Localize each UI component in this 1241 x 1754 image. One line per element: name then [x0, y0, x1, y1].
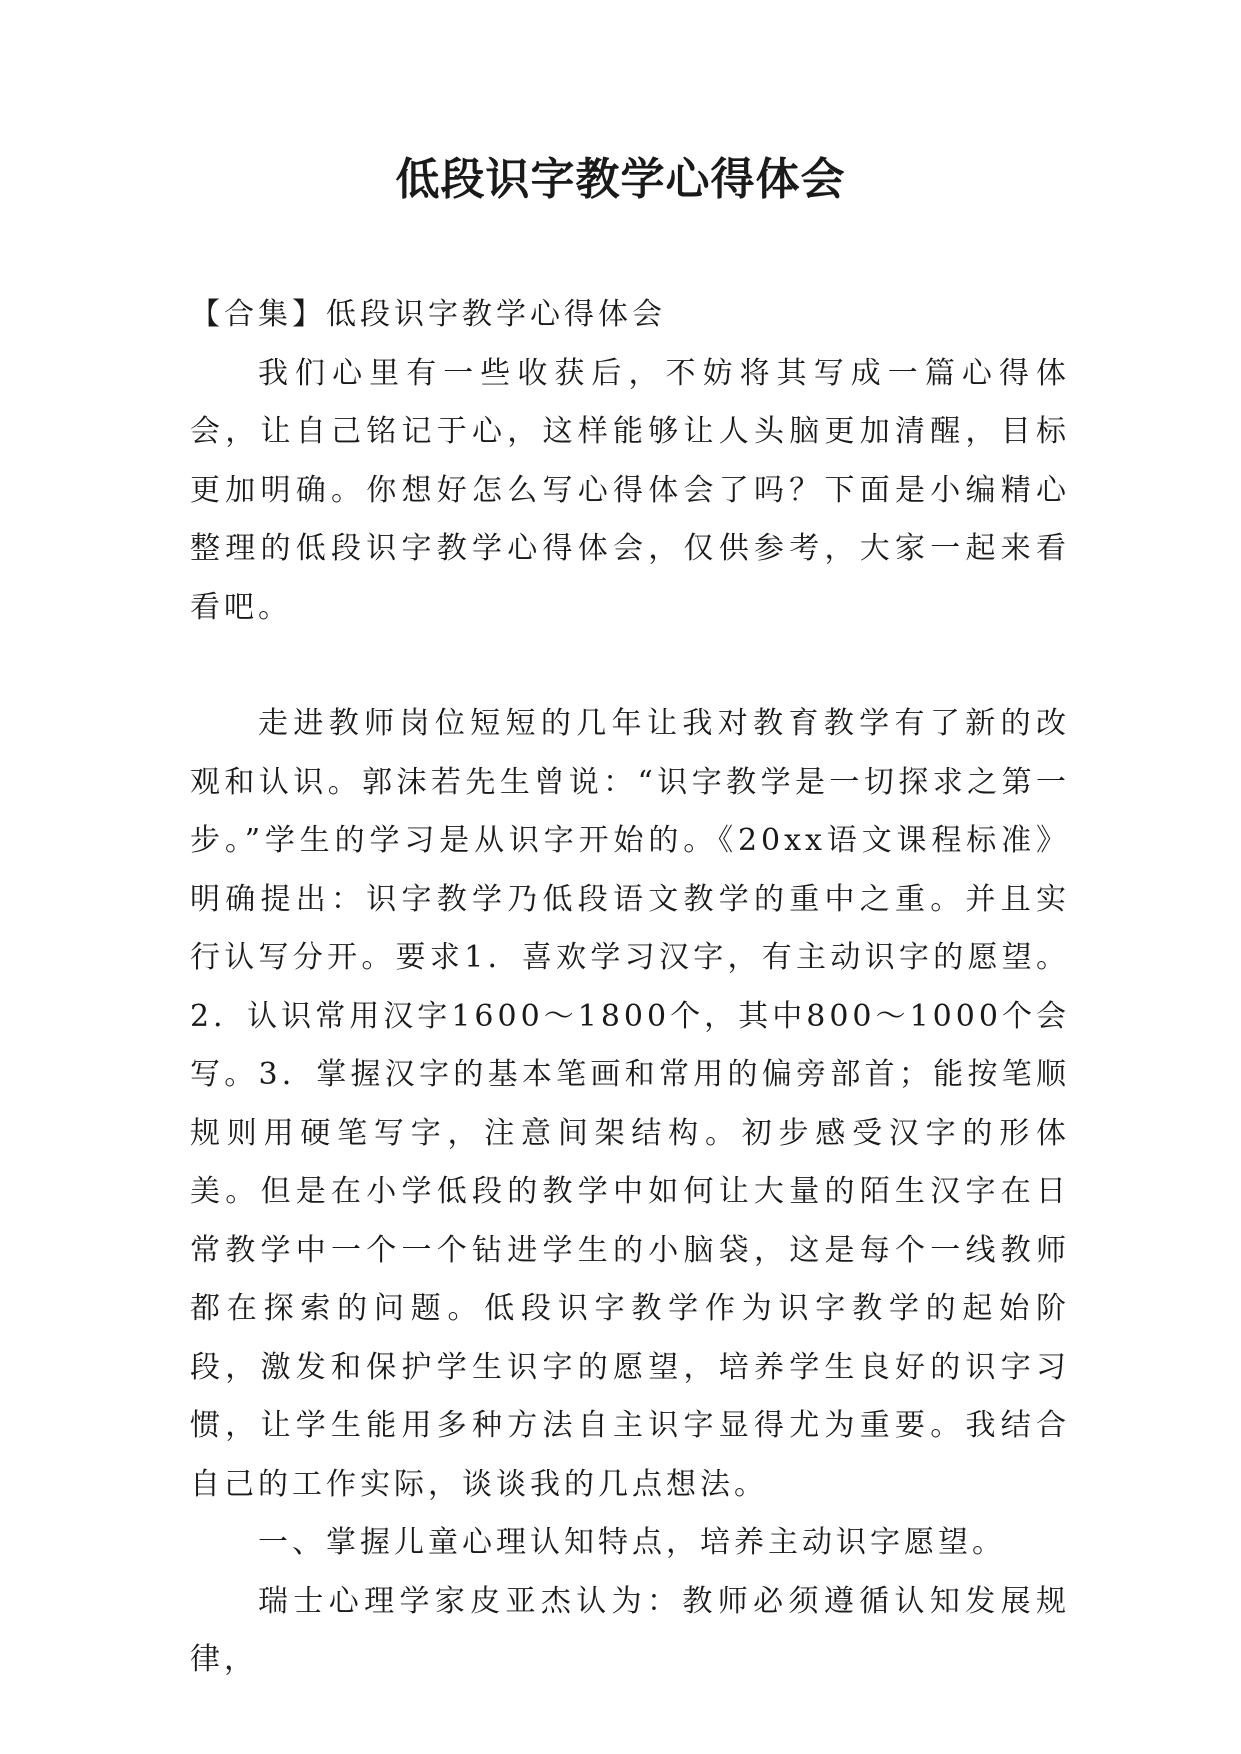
section-heading: 一、掌握儿童心理认知特点，培养主动识字愿望。	[258, 1525, 1006, 1560]
paragraph-spacer	[190, 637, 1070, 695]
document-title: 低段识字教学心得体会	[395, 154, 846, 205]
intro-paragraph: 我们心里有一些收获后，不妨将其写成一篇心得体会，让自己铭记于心，这样能够让人头脑更加清醒，目标更加明确。你想好怎么写心得体会了吗？下面是小编精心整理的低段识字教学心得体会，仅供参考，大家一起来看看吧。	[190, 355, 1070, 625]
body-paragraph: 走进教师岗位短短的几年让我对教育教学有了新的改观和认识。郭沫若先生曾说：“识字教学是一切探求之第一步。”学生的学习是从识字开始的。《20xx语文课程标准》明确提出：识字教学乃低段语文教学的重中之重。并且实行认写分开。要求1．喜欢学习汉字，有主动识字的愿望。2．认识常用汉字1600～1800个，其中800～1000个会写。3．掌握汉字的基本笔画和常用的偏旁部首；能按笔顺规则用硬笔写字，注意间架结构。初步感受汉字的形体美。但是在小学低段的教学中如何让大量的陌生汉字在日常教学中一个一个钻进学生的小脑袋，这是每个一线教师都在探索的问题。低段识字教学作为识字教学的起始阶段，激发和保护学生识字的愿望，培养学生良好的识字习惯，让学生能用多种方法自主识字显得尤为重要。我结合自己的工作实际，谈谈我的几点想法。	[190, 706, 1070, 1502]
document-body	[190, 286, 1070, 1690]
body-paragraph-continued: 瑞士心理学家皮亚杰认为：教师必须遵循认知发展规律，	[190, 1583, 1070, 1677]
heading-line: 【合集】低段识字教学心得体会	[190, 297, 666, 332]
